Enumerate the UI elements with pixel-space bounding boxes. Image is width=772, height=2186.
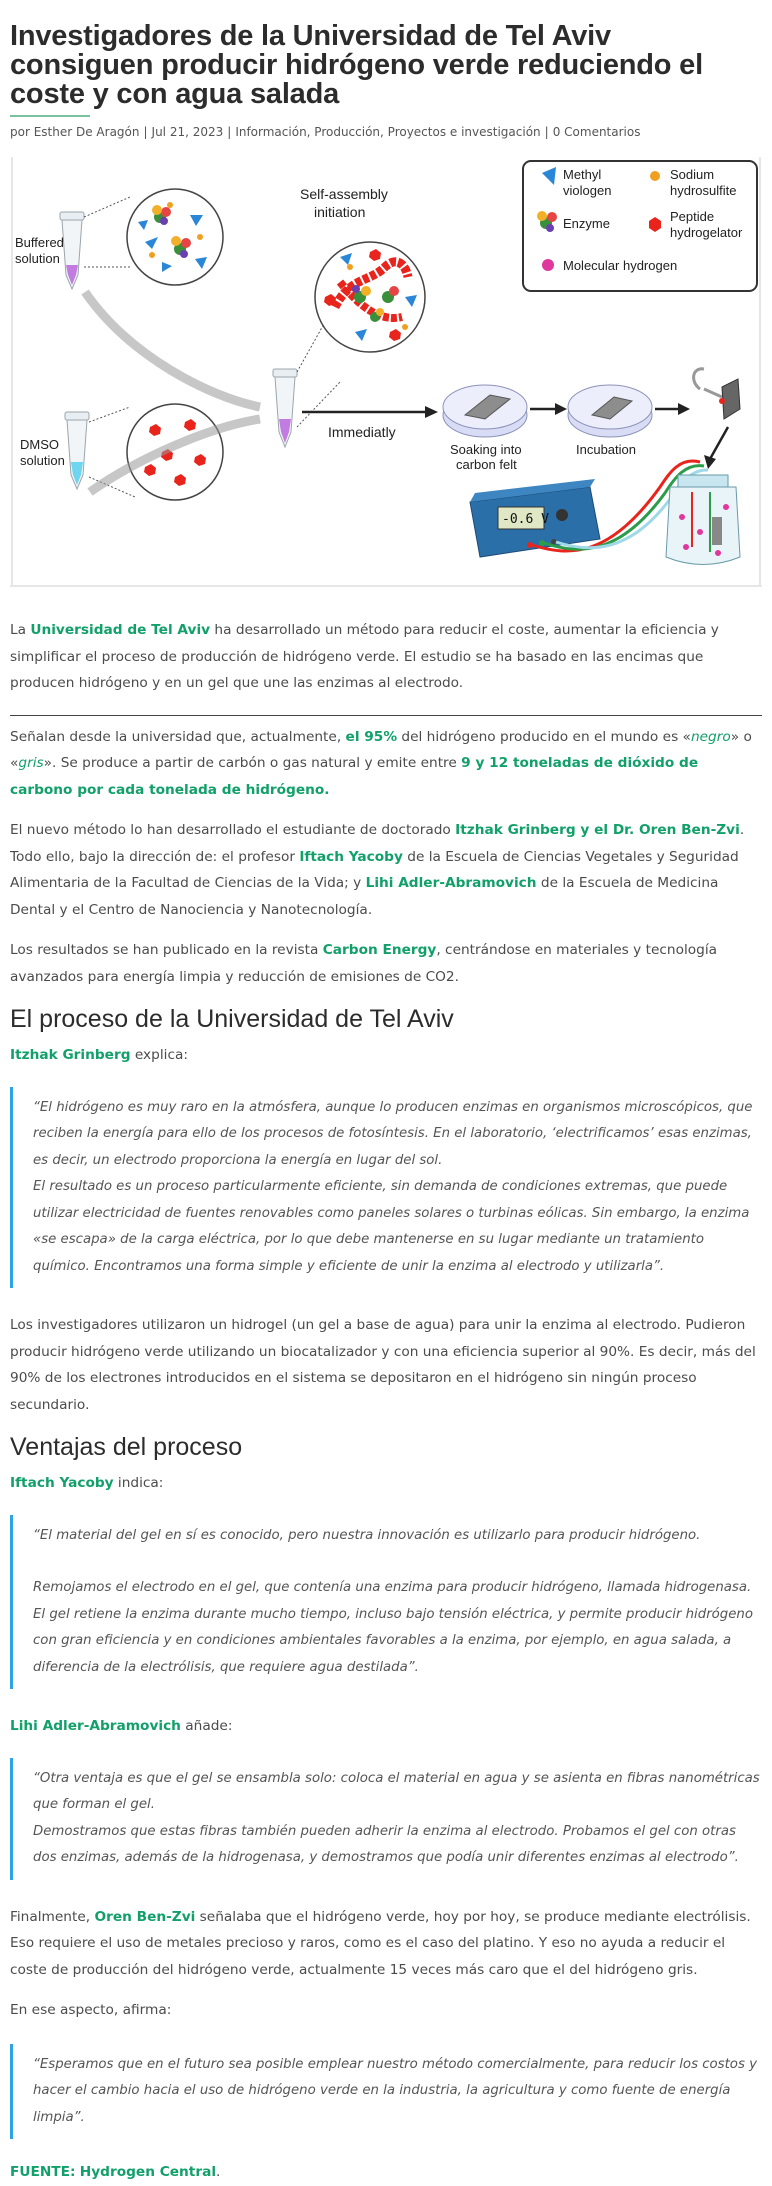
self-assembly-label-2: initiation [314,204,366,220]
paragraph-ben-zvi: Finalmente, Oren Ben-Zvi señalaba que el hidrógeno verde, hoy por hoy, se produce mediante electrólisis. Eso requiere el uso de metales precioso y raros, como es el caso del platino. Y eso no ayuda a reducir el coste de producción del hidrógeno verde, actualmente 15 veces más caro que el del hidrógeno gris. [10,1908,751,1978]
article-figure [10,157,762,587]
hydrogel-diagram [10,157,762,587]
legend-box [523,161,757,291]
legend-peptide-2: hydrogelator [670,225,743,240]
soaking-label-1: Soaking into [450,442,522,457]
heading-advantages: Ventajas del proceso [10,1433,243,1461]
paragraph-intro: La Universidad de Tel Aviv ha desarrollado un método para reducir el coste, aumentar la eficiencia y simplificar el proceso de producción de hidrógeno verde. El estudio se ha basado en las encimas que producen hidrógeno y en un gel que une las enzimas al electrodo. [10,622,719,691]
paragraph-researchers: El nuevo método lo han desarrollado el estudiante de doctorado Itzhak Grinberg y el Dr. Oren Ben-Zvi. Todo ello, bajo la dirección de: el profesor Iftach Yacoby de la Escuela de Ciencias Vegetales y Seguridad Alimentaria de la Facultad de Ciencias de la Vida; y Lihi Adler-Abramovich de la Escuela de Medicina Dental y el Centro de Nanociencia y Nanotecnología. [10,822,745,918]
dmso-label-2: solution [20,453,65,468]
reaction-jar [666,475,740,565]
link-carbon-energy[interactable]: Carbon Energy [322,942,437,958]
paragraph-hydrogel: Los investigadores utilizaron un hidrogel (un gel a base de agua) para unir la enzima al electrodo. Pudieron producir hidrógeno verde utilizando un biocatalizador y con una eficiencia superior al 90%. Es decir, más del 90% de los electrones introducidos en el sistema se depositaron en el hidrógeno sin ningún proceso secundario. [10,1317,756,1413]
dmso-label-1: DMSO [20,437,59,452]
soaking-label-2: carbon felt [456,457,517,472]
link-hydrogen-central[interactable]: Hydrogen Central [79,2164,217,2180]
quote-ben-zvi: “Esperamos que en el futuro sea posible emplear nuestro método comercialmente, para reducir los costos y hacer el cambio hacia el uso de hidrógeno verde en la industria, la agricultura y como fuente de energía limpia”. [10,2044,762,2140]
paragraph-grinberg: Itzhak Grinberg explica: [10,1047,188,1063]
category-links[interactable]: Información, Producción, Proyectos e investigación [235,125,541,139]
quote-grinberg: “El hidrógeno es muy raro en la atmósfera, aunque lo producen enzimas en organismos microscópicos, que reciben la energía para ello de los procesos de fotosíntesis. En el laboratorio, ‘electrificamos’ esas enzimas, es decir, un electrodo proporciona la energía en lugar del sol. El resultado es un proceso particularmente eficiente, sin demanda de condiciones extremas, que puede utilizar electricidad de fuentes renovables como paneles solares o turbinas eólicas. Sin embargo, la enzima «se escapa» de la carga eléctrica, por lo que debe mantenerse en su lugar mediante un tratamiento químico. Encontramos una forma simple y eficiente de unir la enzima al electrodo y utilizarla”. [10,1087,762,1289]
paragraph-stats: Señalan desde la universidad que, actualmente, el 95% del hidrógeno producido en el mundo es «negro» o «gris». Se produce a partir de carbón o gas natural y emite entre 9 y 12 toneladas de dióxido de carbono por cada tonelada de hidrógeno. [10,728,752,798]
paragraph-publication: Los resultados se han publicado en la revista Carbon Energy, centrándose en materiales y tecnología avanzados para energía limpia y reducción de emisiones de CO2. [10,942,718,985]
legend-sodium-1: Sodium [670,167,715,182]
post-meta: por Esther De Aragón | Jul 21, 2023 | Información, Producción, Proyectos e investigación | 0 Comentarios [10,125,641,139]
article-title: Investigadores de la Universidad de Tel Aviv consiguen producir hidrógeno verde reduciendo el coste y con agua salada [10,20,703,110]
title-underline [10,115,90,117]
heading-process: El proceso de la Universidad de Tel Aviv [10,1005,454,1033]
paragraph-adler: Lihi Adler-Abramovich añade: [10,1718,233,1734]
legend-peptide-1: Peptide [670,209,715,224]
quote-adler: “Otra ventaja es que el gel se ensambla solo: coloca el material en agua y se asienta en fibras nanométricas que forman el gel. Demostramos que estas fibras también pueden adherir la enzima al electrodo. Probamos el gel con otras dos enzimas, además de la hidrogenasa, y demostramos que podía unir diferentes enzimas al electrodo”. [10,1758,762,1880]
paragraph-aspect: En ese aspecto, afirma: [10,2002,172,2018]
legend-methyl-1: Methyl [563,167,602,182]
source-line: FUENTE: Hydrogen Central. [10,2164,221,2180]
voltage-display: -0.6 V [502,512,549,527]
legend-methyl-2: viologen [563,183,612,198]
zoom-circle-peptide [127,404,223,500]
incubation-label: Incubation [576,442,636,457]
author-link[interactable]: por Esther De Aragón [10,125,140,139]
legend-enzyme: Enzyme [563,216,610,231]
self-assembly-label-1: Self-assembly [300,186,388,202]
petri-dish-incubation [568,385,652,437]
quote-yacoby: “El material del gel en sí es conocido, pero nuestra innovación es utilizarlo para producir hidrógeno. Remojamos el electrodo en el gel, que contenía una enzima para producir hidrógeno, llamada hidrogenasa. El gel retiene la enzima durante mucho tiempo, incluso bajo tensión eléctrica, y permite producir hidrógeno con gran eficiencia y en condiciones ambientales favorables a la enzima, por ejemplo, en agua salada, a diferencia de la electrólisis, que requiere agua destilada”. [10,1515,762,1690]
link-tel-aviv-university[interactable]: Universidad de Tel Aviv [30,622,211,638]
petri-dish-soaking [443,385,527,437]
legend-hydrogen: Molecular hydrogen [563,258,678,273]
buffered-label-1: Buffered [15,235,64,250]
comments-link[interactable]: 0 Comentarios [552,125,641,139]
legend-sodium-2: hydrosulfite [670,183,737,198]
divider [10,715,762,716]
immediatly-label: Immediatly [328,424,396,440]
buffered-label-2: solution [15,251,60,266]
post-date: Jul 21, 2023 [151,125,224,139]
paragraph-yacoby: Iftach Yacoby indica: [10,1475,164,1491]
